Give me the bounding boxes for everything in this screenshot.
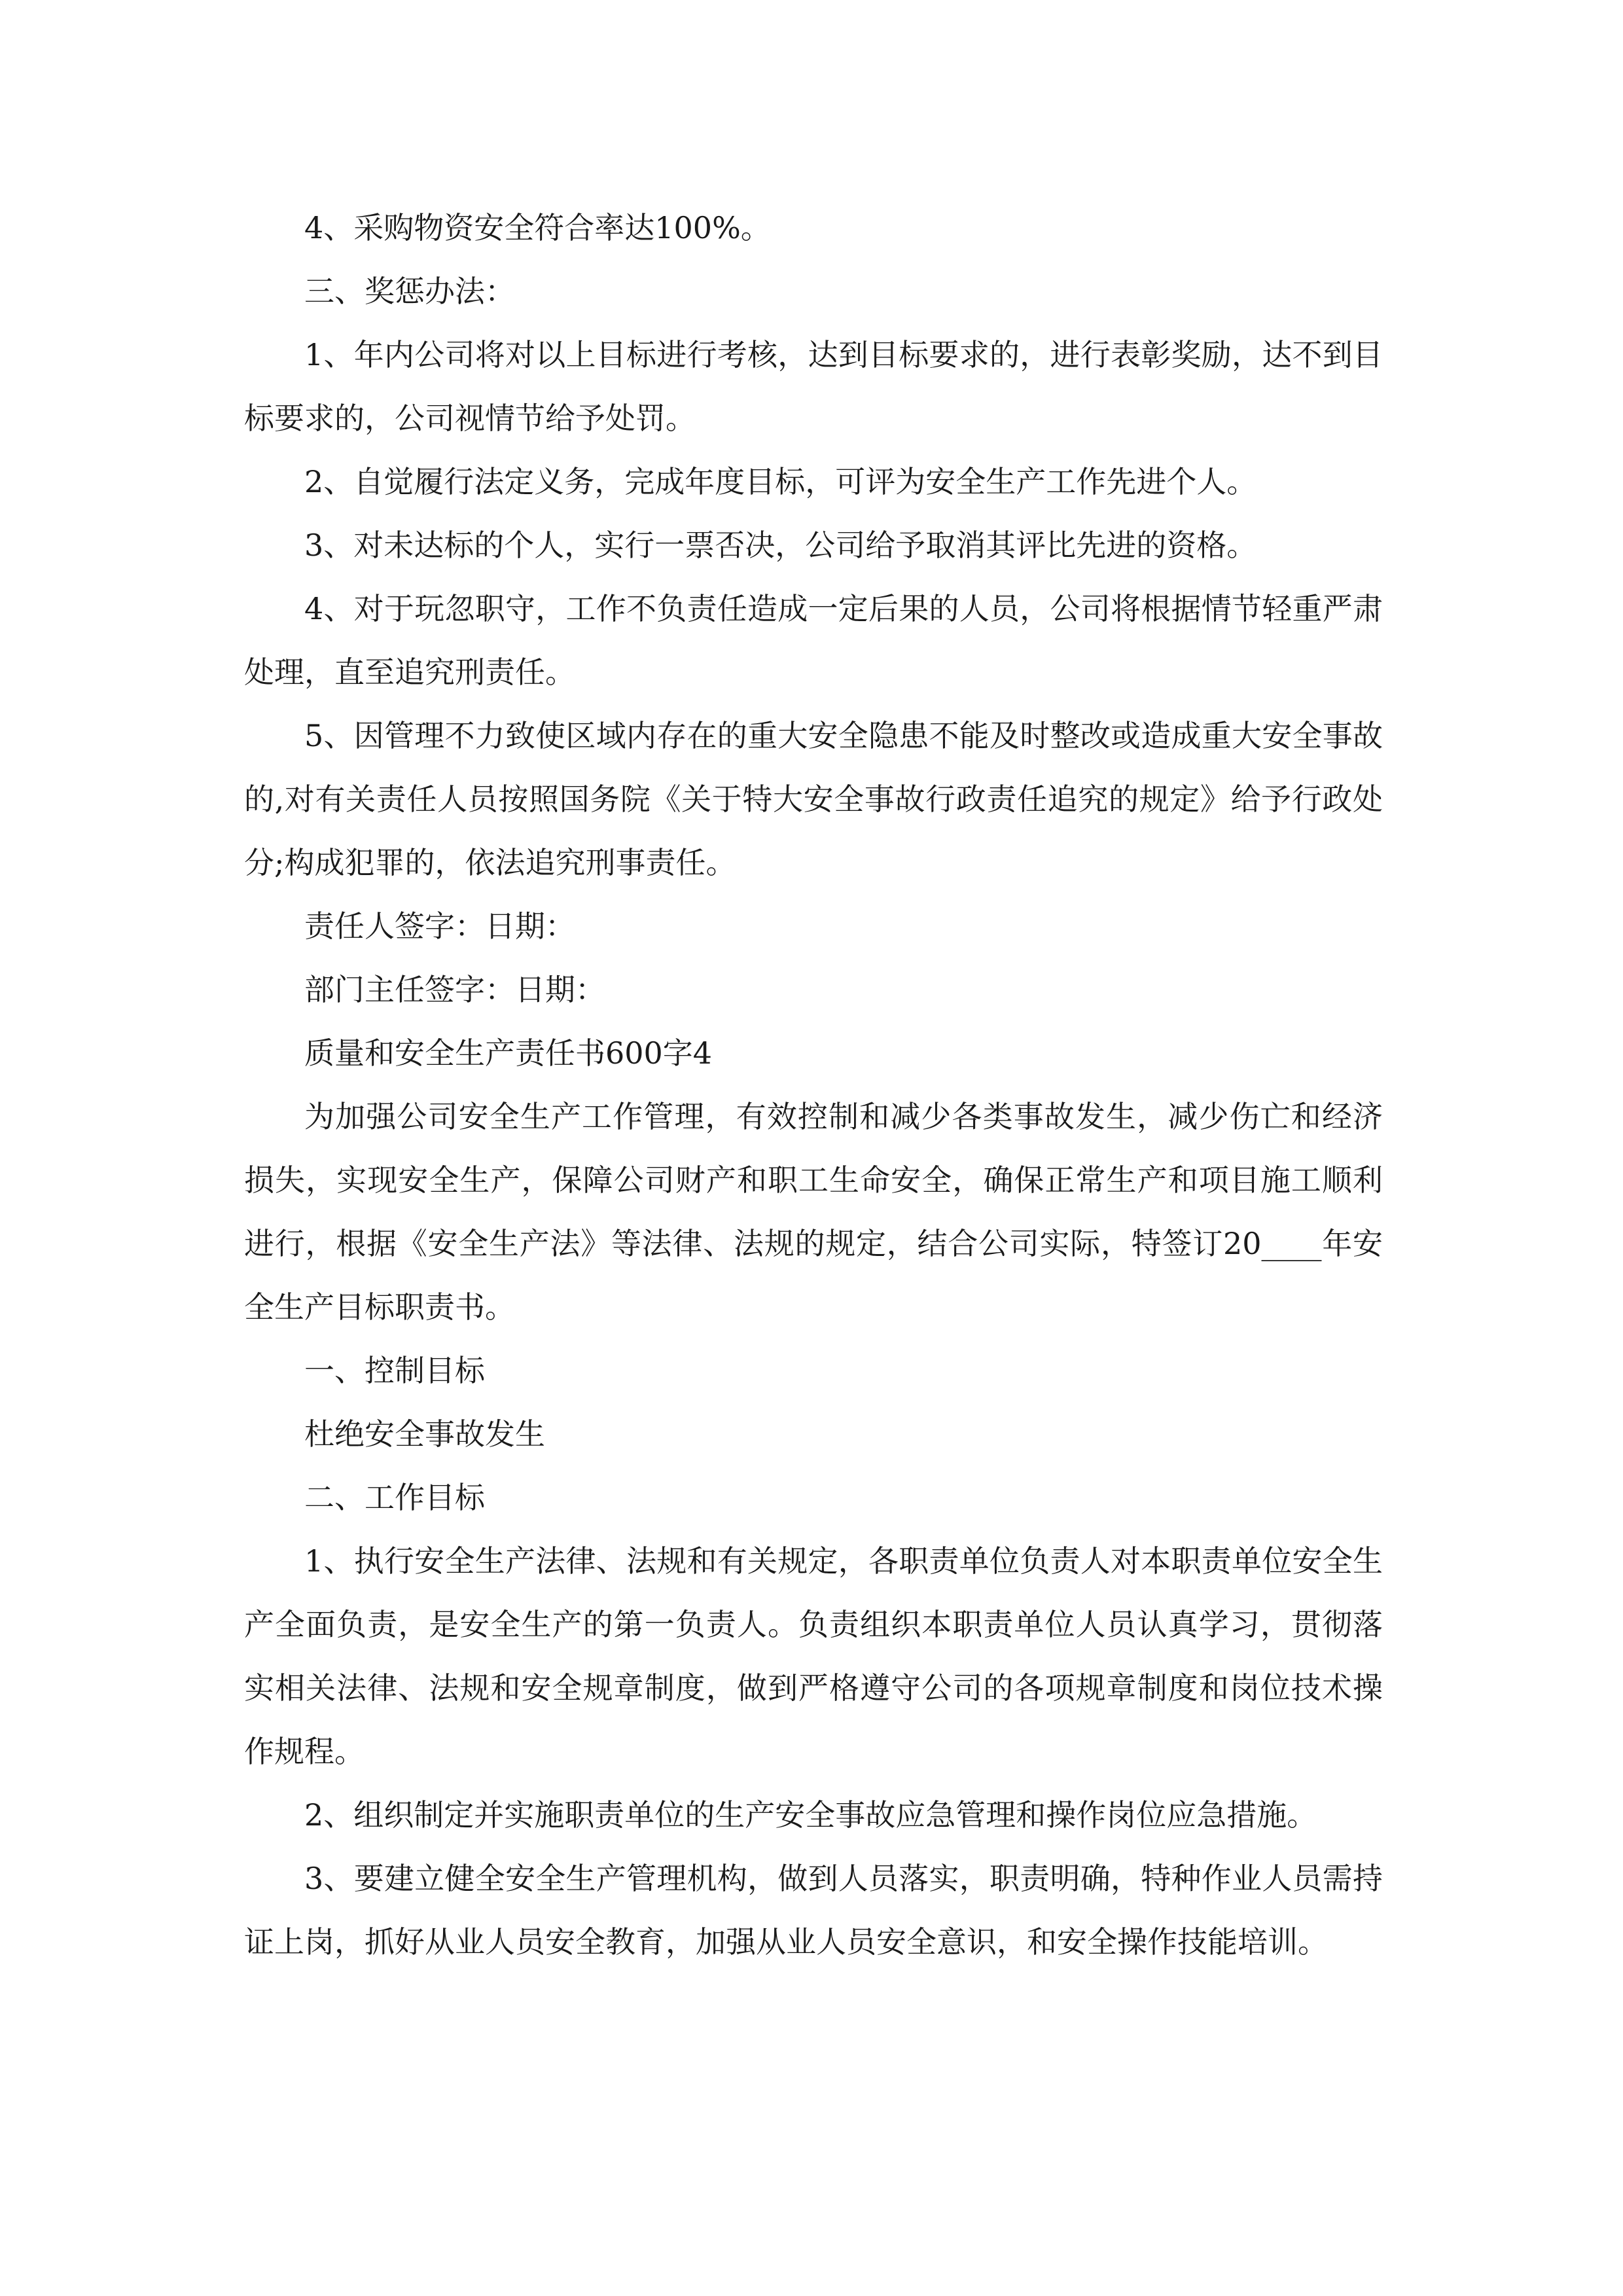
heading-rewards-penalties: 三、奖惩办法： (304, 274, 515, 309)
heading-control-goal: 一、控制目标 (304, 1353, 485, 1388)
paragraph-control-goal: 杜绝安全事故发生 (304, 1416, 545, 1452)
paragraph-dereliction: 4、对于玩忽职守，工作不负责任造成一定后果的人员，公司将根据情节轻重严肃处理，直至追究刑责任。 (244, 591, 1383, 690)
signature-responsible-person: 责任人签字：日期： (304, 908, 575, 944)
paragraph-intro: 为加强公司安全生产工作管理，有效控制和减少各类事故发生，减少伤亡和经济损失，实现安全生产，保障公司财产和职工生命安全，确保正常生产和项目施工顺利进行，根据《安全生产法》等法律、法规的规定，结合公司实际，特签订20____年安全生产目标职责书。 (244, 1099, 1383, 1325)
paragraph-work-goal-3: 3、要建立健全安全生产管理机构，做到人员落实，职责明确，特种作业人员需持证上岗，抓好从业人员安全教育，加强从业人员安全意识，和安全操作技能培训。 (244, 1861, 1383, 1960)
paragraph-work-goal-1: 1、执行安全生产法律、法规和有关规定，各职责单位负责人对本职责单位安全生产全面负责，是安全生产的第一负责人。负责组织本职责单位人员认真学习，贯彻落实相关法律、法规和安全规章制度，做到严格遵守公司的各项规章制度和岗位技术操作规程。 (244, 1543, 1383, 1769)
signature-department-head: 部门主任签字：日期： (304, 972, 605, 1007)
heading-work-goal: 二、工作目标 (304, 1480, 485, 1515)
document-body (244, 196, 1383, 1974)
section-title: 质量和安全生产责任书600字4 (304, 1035, 713, 1071)
paragraph-assessment: 1、年内公司将对以上目标进行考核，达到目标要求的，进行表彰奖励，达不到目标要求的，公司视情节给予处罚。 (244, 337, 1383, 436)
paragraph-work-goal-2: 2、组织制定并实施职责单位的生产安全事故应急管理和操作岗位应急措施。 (304, 1797, 1317, 1833)
paragraph-procurement-rate: 4、采购物资安全符合率达100%。 (304, 210, 771, 245)
paragraph-major-accident: 5、因管理不力致使区域内存在的重大安全隐患不能及时整改或造成重大安全事故的,对有关责任人员按照国务院《关于特大安全事故行政责任追究的规定》给予行政处分;构成犯罪的，依法追究刑事责任。 (244, 718, 1383, 880)
paragraph-veto: 3、对未达标的个人，实行一票否决，公司给予取消其评比先进的资格。 (304, 528, 1257, 563)
paragraph-advanced-individual: 2、自觉履行法定义务，完成年度目标，可评为安全生产工作先进个人。 (304, 464, 1257, 499)
